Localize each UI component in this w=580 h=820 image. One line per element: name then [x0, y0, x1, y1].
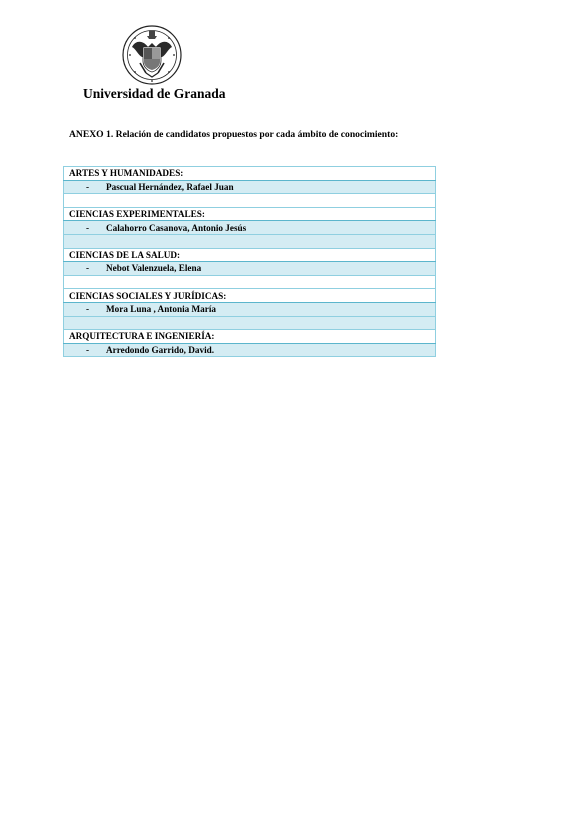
area-heading: CIENCIAS DE LA SALUD:	[64, 248, 436, 262]
list-bullet: -	[86, 304, 90, 315]
spacer-row	[64, 234, 436, 248]
list-bullet: -	[86, 222, 90, 233]
candidate-name: Calahorro Casanova, Antonio Jesús	[106, 222, 247, 233]
candidate-cell	[64, 262, 436, 276]
table-row	[64, 343, 436, 357]
spacer-row	[64, 316, 436, 330]
table-row	[64, 207, 436, 221]
spacer-cell	[64, 275, 436, 289]
list-bullet: -	[86, 263, 90, 274]
table-row	[64, 180, 436, 194]
table-row	[64, 302, 436, 316]
candidate-cell	[64, 180, 436, 194]
annex-number: ANEXO 1.	[69, 129, 114, 140]
candidate-cell	[64, 302, 436, 316]
area-heading: CIENCIAS EXPERIMENTALES:	[64, 207, 436, 221]
candidate-cell	[64, 221, 436, 235]
table-row	[64, 221, 436, 235]
annex-title-text: Relación de candidatos propuestos por cada ámbito de conocimiento:	[115, 129, 399, 140]
list-bullet: -	[86, 181, 90, 192]
list-bullet: -	[86, 345, 90, 356]
candidate-cell	[64, 343, 436, 357]
university-seal-icon	[122, 25, 182, 85]
candidate-name: Pascual Hernández, Rafael Juan	[106, 181, 234, 192]
spacer-cell	[64, 316, 436, 330]
candidate-name: Mora Luna , Antonia María	[106, 304, 216, 315]
annex-title	[69, 129, 398, 140]
candidate-name: Arredondo Garrido, David.	[106, 345, 215, 356]
candidate-name: Nebot Valenzuela, Elena	[106, 263, 202, 274]
table-row	[64, 248, 436, 262]
spacer-cell	[64, 234, 436, 248]
table-row	[64, 330, 436, 344]
spacer-row	[64, 275, 436, 289]
area-heading: ARTES Y HUMANIDADES:	[64, 167, 436, 181]
spacer-cell	[64, 194, 436, 208]
area-heading: CIENCIAS SOCIALES Y JURÍDICAS:	[64, 289, 436, 303]
university-name: Universidad de Granada	[83, 86, 226, 101]
candidates-table	[63, 166, 436, 357]
spacer-row	[64, 194, 436, 208]
area-heading: ARQUITECTURA E INGENIERÍA:	[64, 330, 436, 344]
table-row	[64, 167, 436, 181]
table-row	[64, 289, 436, 303]
table-row	[64, 262, 436, 276]
